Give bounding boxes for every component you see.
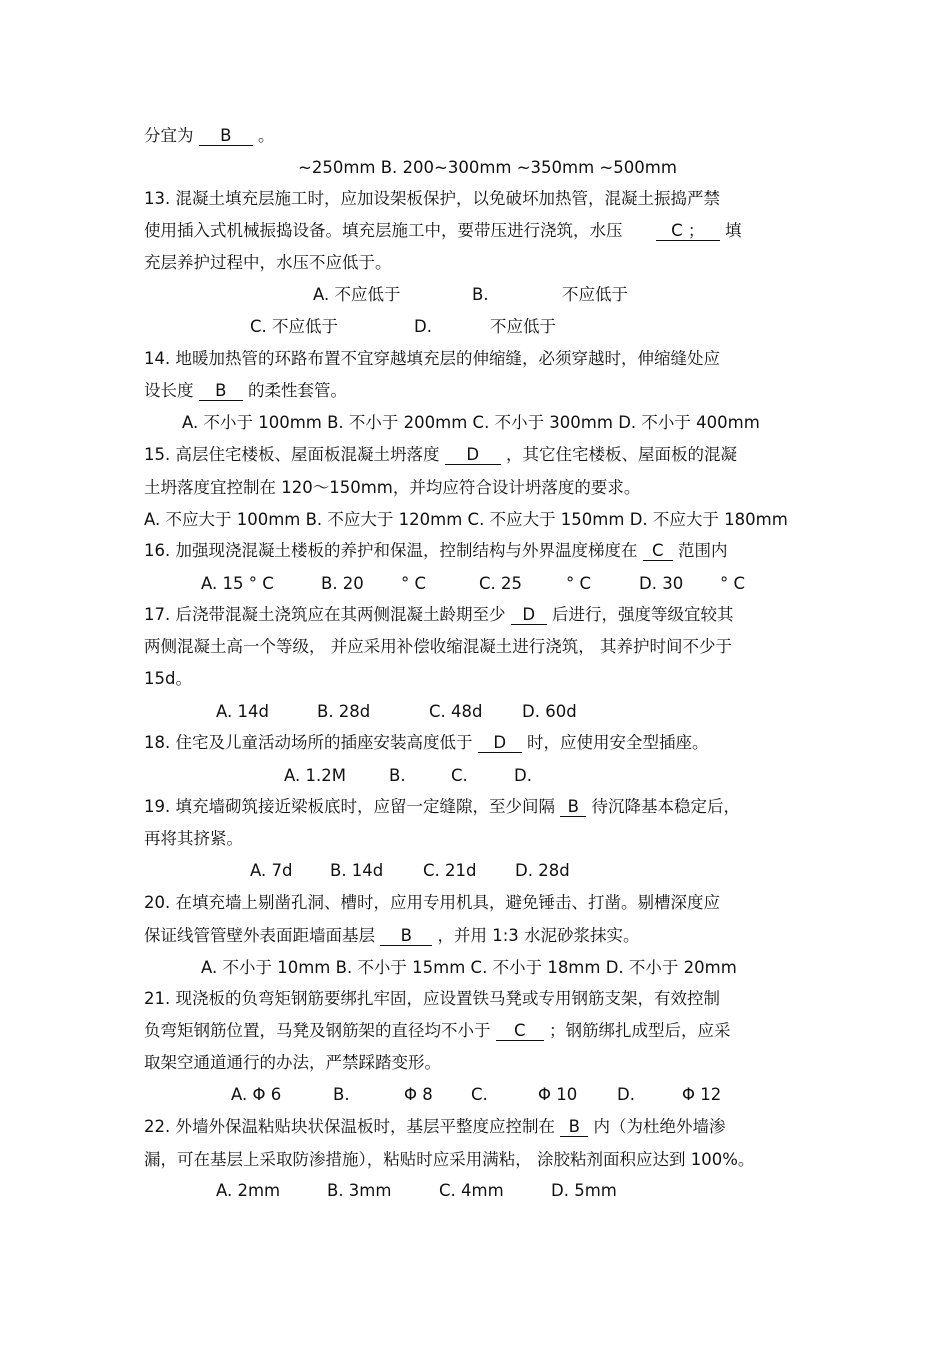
answer-blank: B (380, 927, 432, 946)
line-text: 18. 住宅及儿童活动场所的插座安装高度低于 (144, 733, 478, 752)
text-line: 15d。 (144, 669, 192, 688)
option-c: C. (471, 1085, 488, 1104)
answer-blank: C ； (656, 222, 720, 241)
question-22 (144, 1116, 725, 1138)
line-text: 17. 后浇带混凝土浇筑应在其两侧混凝土龄期至少 (144, 605, 511, 624)
line-text: 的柔性套管。 (242, 381, 347, 400)
answer-blank: D (478, 734, 522, 753)
line-text: 内（为杜绝外墙渗 (588, 1117, 726, 1136)
question-19 (144, 796, 740, 818)
option-d: D. 60d (522, 702, 577, 721)
option-c: C. 4mm (439, 1181, 504, 1200)
option-a: A. 15 ° C (201, 574, 274, 593)
option-line: A. 不小于 100mm B. 不小于 200mm C. 不小于 300mm D. 不小于 400mm (182, 413, 760, 432)
line-text: 设长度 (144, 381, 199, 400)
question-13: 13. 混凝土填充层施工时，应加设架板保护，以免破坏加热管，混凝土振捣严禁 (144, 189, 720, 208)
option-d: D. (617, 1085, 635, 1104)
line-text: 22. 外墙外保温粘贴块状保温板时，基层平整度应控制在 (144, 1117, 561, 1136)
question-16 (144, 540, 727, 562)
option-d-text: Φ 12 (682, 1085, 722, 1104)
text-line: 漏，可在基层上采取防渗措施），粘贴时应采用满粘， 涂胶粘剂面积应达到 100%。 (144, 1150, 755, 1169)
line-text: 15. 高层住宅楼板、屋面板混凝土坍落度 (144, 445, 445, 464)
option-c: C. 21d (423, 861, 477, 880)
text-line (144, 1020, 731, 1042)
text-line: 土坍落度宜控制在 120～150mm，并均应符合设计坍落度的要求。 (144, 478, 641, 497)
answer-blank: D (511, 606, 547, 625)
option-b: B. (389, 766, 406, 785)
line-text: 后进行，强度等级宜较其 (546, 605, 734, 624)
option-b: B. 14d (330, 861, 384, 880)
option-d: D. (514, 766, 532, 785)
option-a: A. 7d (250, 861, 293, 880)
option-c-text: Φ 10 (538, 1085, 578, 1104)
line-text: 负弯矩钢筋位置，马凳及钢筋架的直径均不小于 (144, 1021, 496, 1040)
option-d: D. 30 (639, 574, 684, 593)
question-20: 20. 在填充墙上剔凿孔洞、槽时，应用专用机具，避免锤击、打凿。剔槽深度应 (144, 893, 720, 912)
answer-blank: B (199, 127, 253, 146)
question-18 (144, 732, 708, 754)
option-c-unit: ° C (566, 574, 592, 593)
line-text: 16. 加强现浇混凝土楼板的养护和保温，控制结构与外界温度梯度在 (144, 541, 643, 560)
answer-blank: B (560, 1118, 588, 1137)
text-line (144, 380, 347, 402)
option-a: A. 1.2M (284, 766, 346, 785)
text-line: 再将其挤紧。 (144, 829, 243, 848)
option-b-unit: ° C (401, 574, 427, 593)
option-a: A. 14d (216, 702, 269, 721)
option-b: B. 3mm (327, 1181, 392, 1200)
option-a: A. 2mm (216, 1181, 281, 1200)
line-text: ；钢筋绑扎成型后，应采 (543, 1021, 731, 1040)
option-b: B. 20 (321, 574, 364, 593)
answer-blank: B (560, 798, 586, 817)
text-line (144, 925, 640, 947)
text-line (144, 125, 275, 147)
line-text: 19. 填充墙砌筑接近梁板底时，应留一定缝隙，至少间隔 (144, 797, 561, 816)
answer-blank: D (445, 446, 501, 465)
option-d-text: 不应低于 (490, 317, 556, 336)
text-line: 两侧混凝土高一个等级， 并应采用补偿收缩混凝土进行浇筑， 其养护时间不少于 (144, 637, 732, 656)
line-text: 保证线管管壁外表面距墙面基层 (144, 926, 381, 945)
question-17 (144, 604, 733, 626)
option-c: C. 25 (479, 574, 523, 593)
line-text: 分宜为 (144, 126, 199, 145)
line-text: 填 (719, 221, 742, 240)
option-c: C. 48d (429, 702, 483, 721)
option-c: C. (451, 766, 468, 785)
option-line: A. 不小于 10mm B. 不小于 15mm C. 不小于 18mm D. 不小于 20mm (201, 958, 737, 977)
question-14: 14. 地暖加热管的环路布置不宜穿越填充层的伸缩缝，必须穿越时，伸缩缝处应 (144, 349, 720, 368)
option-b: B. (472, 285, 489, 304)
answer-blank: C (496, 1022, 544, 1041)
option-b: B. (333, 1085, 350, 1104)
option-b: B. 28d (317, 702, 371, 721)
option-a: A. 不应低于 (313, 285, 401, 304)
text-line: 充层养护过程中，水压不应低于。 (144, 253, 392, 272)
option-d: D. (414, 317, 432, 336)
option-d-unit: ° C (720, 574, 746, 593)
text-line (144, 220, 742, 242)
answer-blank: C (643, 542, 673, 561)
answer-blank: B (199, 382, 243, 401)
option-a: A. Φ 6 (231, 1085, 282, 1104)
option-d: D. 5mm (551, 1181, 617, 1200)
line-text: ，并用 1:3 水泥砂浆抹实。 (432, 926, 640, 945)
option-b-text: Φ 8 (404, 1085, 433, 1104)
line-text: 。 (252, 126, 275, 145)
option-c: C. 不应低于 (250, 317, 339, 336)
option-b-text: 不应低于 (562, 285, 628, 304)
option-d: D. 28d (515, 861, 570, 880)
line-text: 范围内 (672, 541, 728, 560)
line-text: 使用插入式机械振捣设备。填充层施工中，要带压进行浇筑，水压 (144, 221, 628, 240)
question-15 (144, 444, 737, 466)
option-line: ~250mm B. 200~300mm ~350mm ~500mm (298, 158, 677, 177)
question-21: 21. 现浇板的负弯矩钢筋要绑扎牢固，应设置铁马凳或专用钢筋支架，有效控制 (144, 989, 720, 1008)
line-text: ，其它住宅楼板、屋面板的混凝 (500, 445, 737, 464)
line-text: 时，应使用安全型插座。 (521, 733, 709, 752)
line-text: 待沉降基本稳定后， (586, 797, 740, 816)
text-line: 取架空通道通行的办法，严禁踩踏变形。 (144, 1053, 441, 1072)
option-line: A. 不应大于 100mm B. 不应大于 120mm C. 不应大于 150mm D. 不应大于 180mm (144, 510, 788, 529)
